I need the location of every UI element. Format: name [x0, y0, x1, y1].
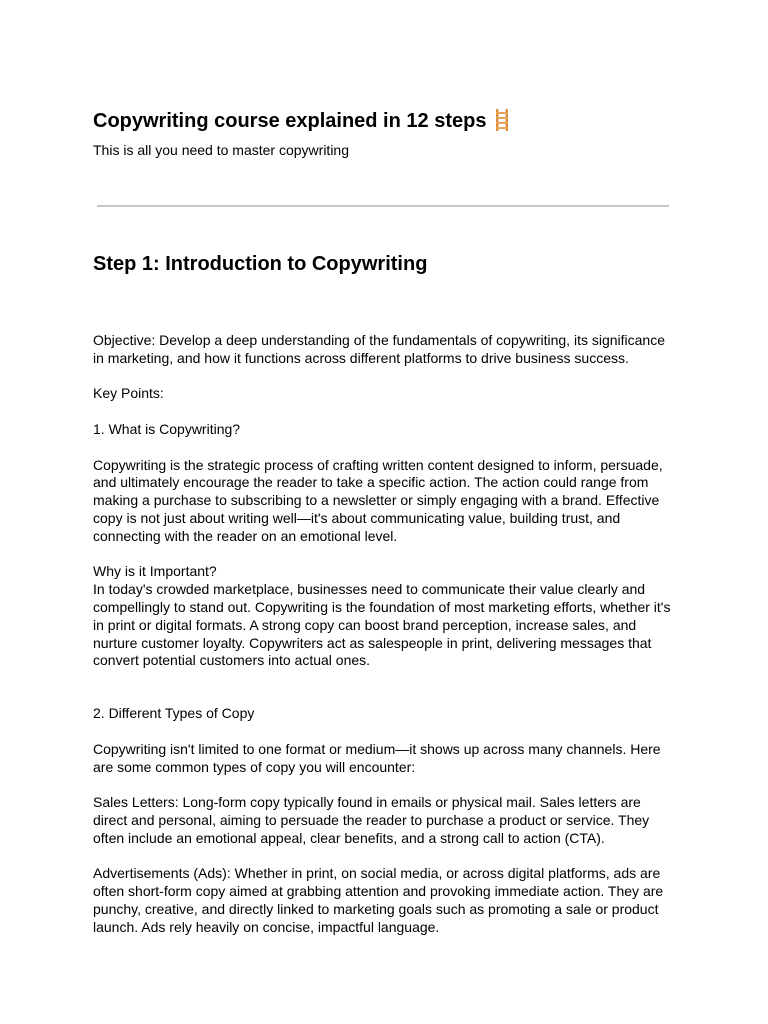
- step-1-body: [93, 332, 678, 954]
- why-important-block: [93, 563, 678, 670]
- advertisements-paragraph: Advertisements (Ads): Whether in print, on social media, or across digital platforms, ads are often short-form copy aimed at grabbing attention and provoking immediate action. They are punchy, creative, and directly linked to marketing goals such as promoting a sale or product launch. Ads rely heavily on concise, impactful language.: [93, 865, 664, 935]
- key-points-label: Key Points:: [93, 385, 164, 402]
- point-2-title: 2. Different Types of Copy: [93, 705, 255, 722]
- why-important-body: In today's crowded marketplace, businesses need to communicate their value clearly and compellingly to stand out. Copywriting is the foundation of most marketing efforts, whether it's in print or digital formats. A strong copy can boost brand perception, increase sales, and nurture customer loyalty. Copywriters act as salespeople in print, delivering messages that convert potential customers into actual ones.: [93, 581, 671, 669]
- title-bold-copywriting: Copywriting: [93, 110, 209, 132]
- point-2-intro: Copywriting isn't limited to one format or medium—it shows up across many channels. Here are some common types of copy you will encounter:: [93, 740, 661, 775]
- document-title: [93, 108, 510, 138]
- point-1-body: Copywriting is the strategic process of crafting written content designed to inform, persuade, and ultimately encourage the reader to take a specific action. The action could range from making a purchase to subscribing to a newsletter or simply engaging with a brand. Effective copy is not just about writing well—it's about communicating value, building trust, and connecting with the reader on an emotional level.: [93, 456, 663, 544]
- title-bold-steps: 12 steps: [406, 110, 487, 132]
- document-subtitle: This is all you need to master copywriting: [93, 142, 349, 158]
- objective-paragraph: Objective: Develop a deep understanding of the fundamentals of copywriting, its significance in marketing, and how it functions across different platforms to drive business success.: [93, 332, 666, 366]
- section-divider: [97, 205, 669, 207]
- step-1-heading: Step 1: Introduction to Copywriting: [93, 253, 428, 275]
- sales-letters-paragraph: Sales Letters: Long-form copy typically found in emails or physical mail. Sales letters are direct and personal, aiming to persuade the reader to purchase a product or service. They often include an emotional appeal, clear benefits, and a strong call to action (CTA).: [93, 794, 650, 846]
- point-1-title: 1. What is Copywriting?: [93, 420, 241, 437]
- why-important-title: Why is it Important?: [93, 563, 217, 580]
- ladder-icon: [494, 109, 510, 138]
- title-middle: course explained in: [208, 110, 407, 132]
